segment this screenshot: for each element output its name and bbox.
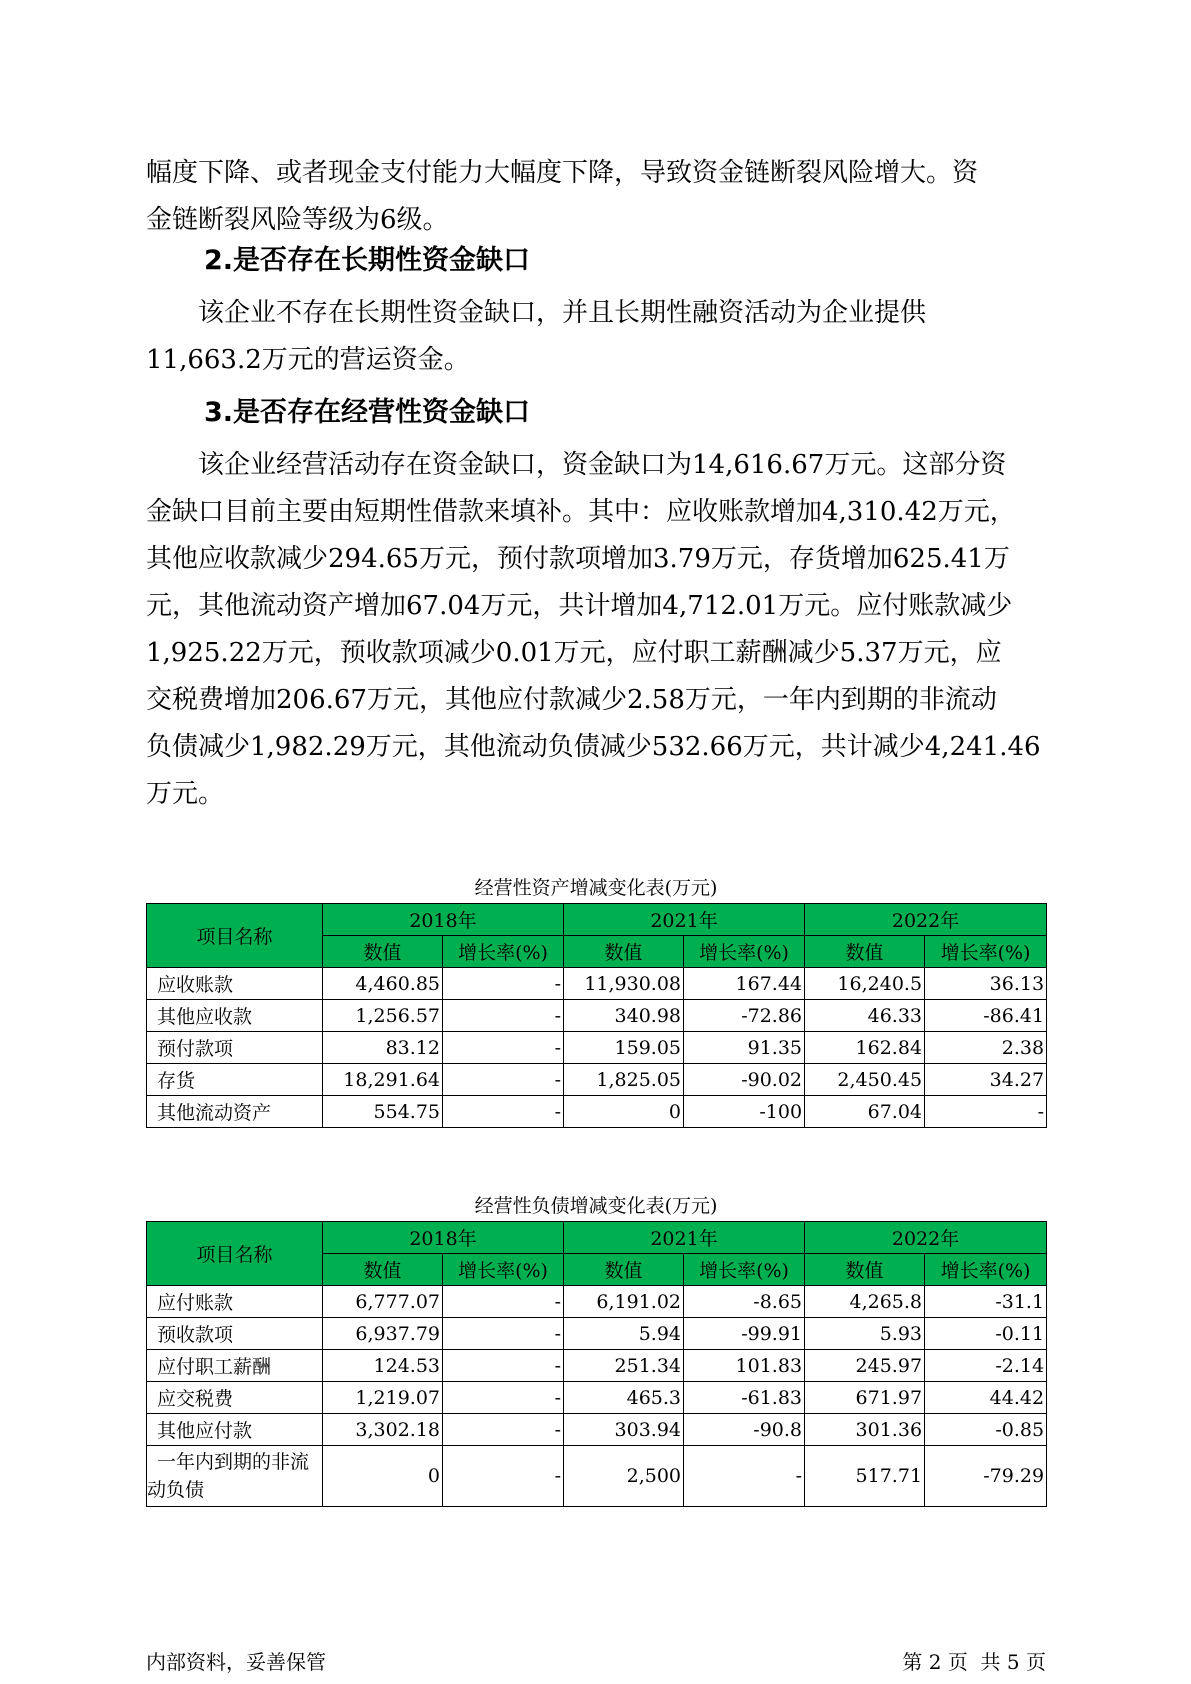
cell: -0.85 — [925, 1414, 1047, 1446]
row-name: 其他应付款 — [147, 1414, 323, 1446]
cell: -8.65 — [684, 1286, 805, 1318]
heading-long-term-gap: 2.是否存在长期性资金缺口 — [204, 245, 531, 276]
cell: -31.1 — [925, 1286, 1047, 1318]
cell: 34.27 — [925, 1064, 1047, 1096]
cell: 167.44 — [684, 968, 805, 1000]
header-value: 数值 — [323, 1254, 443, 1286]
cell: 6,777.07 — [323, 1286, 443, 1318]
cell: 251.34 — [564, 1350, 684, 1382]
cell: - — [443, 1064, 564, 1096]
header-value: 数值 — [564, 1254, 684, 1286]
cell: 4,460.85 — [323, 968, 443, 1000]
cell: 301.36 — [805, 1414, 925, 1446]
text-line: 金缺口目前主要由短期性借款来填补。其中：应收账款增加4,310.42万元， — [146, 497, 1016, 527]
cell: 245.97 — [805, 1350, 925, 1382]
cell: 6,191.02 — [564, 1286, 684, 1318]
cell: 2,450.45 — [805, 1064, 925, 1096]
header-rate: 增长率(%) — [443, 936, 564, 968]
cell: -90.8 — [684, 1414, 805, 1446]
cell: -61.83 — [684, 1382, 805, 1414]
cell: 16,240.5 — [805, 968, 925, 1000]
cell: 0 — [323, 1446, 443, 1507]
cell: -86.41 — [925, 1000, 1047, 1032]
cell: -2.14 — [925, 1350, 1047, 1382]
cell: 340.98 — [564, 1000, 684, 1032]
cell: 3,302.18 — [323, 1414, 443, 1446]
cell: 303.94 — [564, 1414, 684, 1446]
header-rate: 增长率(%) — [443, 1254, 564, 1286]
cell: 36.13 — [925, 968, 1047, 1000]
header-year: 2022年 — [805, 1222, 1047, 1254]
cell: 2.38 — [925, 1032, 1047, 1064]
header-year: 2022年 — [805, 904, 1047, 936]
cell: 67.04 — [805, 1096, 925, 1128]
cell: 1,825.05 — [564, 1064, 684, 1096]
cell: 4,265.8 — [805, 1286, 925, 1318]
header-year: 2021年 — [564, 1222, 805, 1254]
table-row — [147, 1446, 1047, 1507]
header-item-name: 项目名称 — [147, 1222, 323, 1286]
cell: 5.93 — [805, 1318, 925, 1350]
table-operating-liabilities — [146, 1221, 1047, 1507]
footer-confidential: 内部资料，妥善保管 — [146, 1650, 326, 1674]
row-name: 预付款项 — [147, 1032, 323, 1064]
cell: 18,291.64 — [323, 1064, 443, 1096]
text-line: 万元。 — [146, 779, 225, 809]
cell: -0.11 — [925, 1318, 1047, 1350]
cell: - — [684, 1446, 805, 1507]
cell: -99.91 — [684, 1318, 805, 1350]
cell: 91.35 — [684, 1032, 805, 1064]
row-name: 应收账款 — [147, 968, 323, 1000]
text-line: 该企业经营活动存在资金缺口，资金缺口为14,616.67万元。这部分资 — [146, 450, 1007, 480]
cell: 83.12 — [323, 1032, 443, 1064]
header-rate: 增长率(%) — [925, 1254, 1047, 1286]
table-row — [147, 1000, 1047, 1032]
table-operating-assets — [146, 903, 1047, 1128]
paragraph-operating-gap — [146, 442, 1046, 818]
text-line: 11,663.2万元的营运资金。 — [146, 345, 470, 375]
cell: -72.86 — [684, 1000, 805, 1032]
text-line: 金链断裂风险等级为6级。 — [146, 205, 449, 235]
header-value: 数值 — [323, 936, 443, 968]
cell: -90.02 — [684, 1064, 805, 1096]
row-name: 存货 — [147, 1064, 323, 1096]
row-name: 预收款项 — [147, 1318, 323, 1350]
table-row — [147, 968, 1047, 1000]
cell: 44.42 — [925, 1382, 1047, 1414]
header-rate: 增长率(%) — [925, 936, 1047, 968]
paragraph-risk-level — [146, 150, 1046, 244]
header-value: 数值 — [805, 1254, 925, 1286]
footer-page-number: 第 2 页 共 5 页 — [902, 1650, 1046, 1674]
cell: - — [443, 968, 564, 1000]
row-name: 应付账款 — [147, 1286, 323, 1318]
cell: 11,930.08 — [564, 968, 684, 1000]
cell: 159.05 — [564, 1032, 684, 1064]
row-name — [147, 1446, 323, 1507]
row-name-line: 动负债 — [147, 1479, 205, 1501]
table-row — [147, 1350, 1047, 1382]
paragraph-long-term-gap — [146, 290, 1046, 384]
row-name-line: 一年内到期的非流 — [157, 1451, 310, 1473]
cell: 554.75 — [323, 1096, 443, 1128]
table-row — [147, 1382, 1047, 1414]
header-item-name: 项目名称 — [147, 904, 323, 968]
cell: 671.97 — [805, 1382, 925, 1414]
header-rate: 增长率(%) — [684, 1254, 805, 1286]
cell: 124.53 — [323, 1350, 443, 1382]
cell: - — [443, 1350, 564, 1382]
cell: - — [443, 1382, 564, 1414]
row-name: 应交税费 — [147, 1382, 323, 1414]
cell: - — [443, 1286, 564, 1318]
table-caption-liabilities: 经营性负债增减变化表(万元) — [474, 1195, 718, 1217]
table-row — [147, 1064, 1047, 1096]
cell: 0 — [564, 1096, 684, 1128]
cell: -100 — [684, 1096, 805, 1128]
cell: 1,219.07 — [323, 1382, 443, 1414]
text-line: 其他应收款减少294.65万元，预付款项增加3.79万元，存货增加625.41万 — [146, 544, 1010, 574]
text-line: 幅度下降、或者现金支付能力大幅度下降，导致资金链断裂风险增大。资 — [146, 158, 979, 188]
cell: 162.84 — [805, 1032, 925, 1064]
header-year: 2021年 — [564, 904, 805, 936]
cell: 1,256.57 — [323, 1000, 443, 1032]
row-name: 其他应收款 — [147, 1000, 323, 1032]
text-line: 该企业不存在长期性资金缺口，并且长期性融资活动为企业提供 — [146, 298, 927, 328]
table-row — [147, 1096, 1047, 1128]
table-row — [147, 1318, 1047, 1350]
table-caption-assets: 经营性资产增减变化表(万元) — [474, 877, 718, 899]
text-line: 元，其他流动资产增加67.04万元，共计增加4,712.01万元。应付账款减少 — [146, 591, 1013, 621]
table-row — [147, 1032, 1047, 1064]
cell: - — [443, 1000, 564, 1032]
cell: 2,500 — [564, 1446, 684, 1507]
text-line: 负债减少1,982.29万元，其他流动负债减少532.66万元，共计减少4,241.46 — [146, 732, 1041, 762]
cell: 46.33 — [805, 1000, 925, 1032]
heading-operating-gap: 3.是否存在经营性资金缺口 — [204, 397, 531, 428]
cell: 6,937.79 — [323, 1318, 443, 1350]
header-value: 数值 — [805, 936, 925, 968]
text-line: 交税费增加206.67万元，其他应付款减少2.58万元，一年内到期的非流动 — [146, 685, 997, 715]
cell: - — [443, 1096, 564, 1128]
table-row — [147, 1414, 1047, 1446]
cell: 517.71 — [805, 1446, 925, 1507]
row-name: 应付职工薪酬 — [147, 1350, 323, 1382]
table-row — [147, 1286, 1047, 1318]
cell: 5.94 — [564, 1318, 684, 1350]
cell: - — [443, 1318, 564, 1350]
header-rate: 增长率(%) — [684, 936, 805, 968]
cell: - — [443, 1414, 564, 1446]
cell: 465.3 — [564, 1382, 684, 1414]
cell: - — [443, 1446, 564, 1507]
header-year: 2018年 — [323, 1222, 564, 1254]
header-year: 2018年 — [323, 904, 564, 936]
text-line: 1,925.22万元，预收款项减少0.01万元，应付职工薪酬减少5.37万元，应 — [146, 638, 1002, 668]
row-name: 其他流动资产 — [147, 1096, 323, 1128]
cell: -79.29 — [925, 1446, 1047, 1507]
header-value: 数值 — [564, 936, 684, 968]
cell: - — [443, 1032, 564, 1064]
cell: 101.83 — [684, 1350, 805, 1382]
cell: - — [925, 1096, 1047, 1128]
